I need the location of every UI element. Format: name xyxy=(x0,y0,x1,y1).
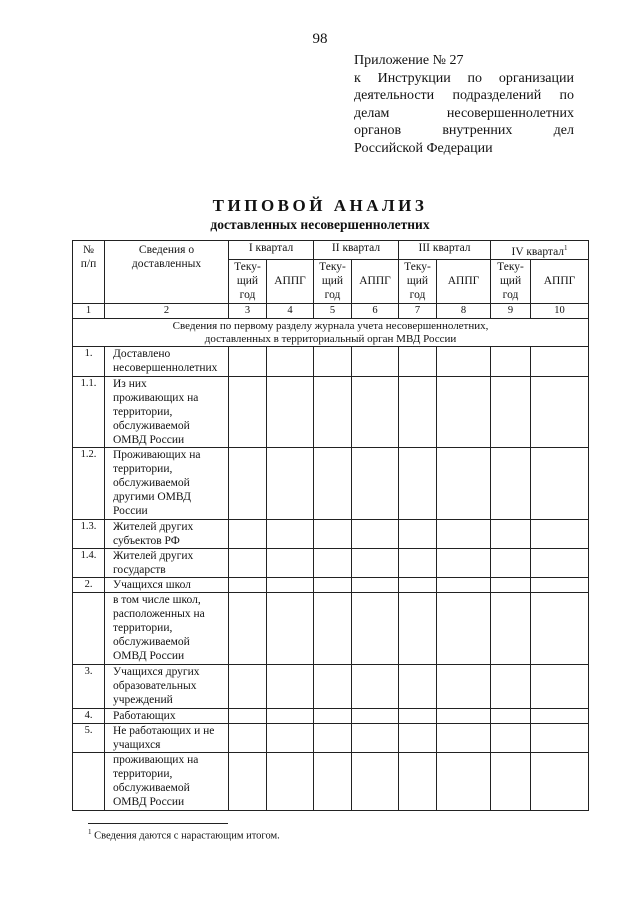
empty-data-cell xyxy=(352,447,399,519)
row-number xyxy=(73,592,105,664)
quarter-header-1: I квартал xyxy=(229,241,314,260)
empty-data-cell xyxy=(229,346,267,376)
row-number: 5. xyxy=(73,723,105,752)
row-number: 4. xyxy=(73,708,105,723)
table-row xyxy=(73,752,589,810)
row-number: 1.2. xyxy=(73,447,105,519)
empty-data-cell xyxy=(531,346,589,376)
empty-data-cell xyxy=(399,346,437,376)
empty-data-cell xyxy=(314,664,352,708)
column-number: 5 xyxy=(314,303,352,318)
empty-data-cell xyxy=(229,723,267,752)
analysis-table xyxy=(72,240,589,811)
empty-data-cell xyxy=(531,752,589,810)
header-row-quarters xyxy=(73,241,589,260)
table-row xyxy=(73,577,589,592)
empty-data-cell xyxy=(531,592,589,664)
empty-data-cell xyxy=(352,519,399,548)
column-number: 3 xyxy=(229,303,267,318)
row-label: Жителей других государств xyxy=(105,548,229,577)
column-number: 1 xyxy=(73,303,105,318)
row-label: Работающих xyxy=(105,708,229,723)
table-row xyxy=(73,664,589,708)
row-number: 2. xyxy=(73,577,105,592)
row-label: Учащихся других образовательных учреждений xyxy=(105,664,229,708)
empty-data-cell xyxy=(437,346,491,376)
section-row xyxy=(73,318,589,346)
empty-data-cell xyxy=(437,752,491,810)
appendix-line-3 xyxy=(354,87,574,105)
empty-data-cell xyxy=(267,519,314,548)
empty-data-cell xyxy=(267,346,314,376)
empty-data-cell xyxy=(314,519,352,548)
footnote xyxy=(88,828,280,842)
quarter-header-4-label: IV квартал xyxy=(511,245,565,258)
row-label: Из них проживающих на территории, обслуживаемой ОМВД России xyxy=(105,376,229,447)
empty-data-cell xyxy=(267,577,314,592)
empty-data-cell xyxy=(531,548,589,577)
appendix-word: органов xyxy=(354,123,402,138)
empty-data-cell xyxy=(352,548,399,577)
empty-data-cell xyxy=(314,592,352,664)
table-row xyxy=(73,346,589,376)
column-number: 6 xyxy=(352,303,399,318)
empty-data-cell xyxy=(531,577,589,592)
empty-data-cell xyxy=(531,519,589,548)
empty-data-cell xyxy=(491,519,531,548)
empty-data-cell xyxy=(399,376,437,447)
page-number: 98 xyxy=(312,31,328,47)
table-row xyxy=(73,376,589,447)
empty-data-cell xyxy=(437,548,491,577)
empty-data-cell xyxy=(229,519,267,548)
empty-data-cell xyxy=(267,548,314,577)
empty-data-cell xyxy=(491,376,531,447)
empty-data-cell xyxy=(352,752,399,810)
appendix-word: несовершеннолетних xyxy=(446,105,574,121)
empty-data-cell xyxy=(491,752,531,810)
empty-data-cell xyxy=(437,447,491,519)
empty-data-cell xyxy=(491,577,531,592)
empty-data-cell xyxy=(437,664,491,708)
empty-data-cell xyxy=(229,664,267,708)
row-number xyxy=(73,752,105,810)
appendix-line-1: Приложение № 27 xyxy=(354,53,464,68)
empty-data-cell xyxy=(491,346,531,376)
subcol-appg-q3: АППГ xyxy=(437,259,491,303)
col-header-num: № п/п xyxy=(73,241,105,304)
table-row xyxy=(73,592,589,664)
empty-data-cell xyxy=(314,346,352,376)
subcol-appg-q4: АППГ xyxy=(531,259,589,303)
empty-data-cell xyxy=(314,752,352,810)
empty-data-cell xyxy=(229,376,267,447)
empty-data-cell xyxy=(531,376,589,447)
footnote-marker: 1 xyxy=(88,828,92,836)
row-label: Проживающих на территории, обслуживаемой другими ОМВД России xyxy=(105,447,229,519)
empty-data-cell xyxy=(491,723,531,752)
footnote-text: Сведения даются с нарастающим итогом. xyxy=(94,830,280,842)
empty-data-cell xyxy=(267,447,314,519)
row-label: Учащихся школ xyxy=(105,577,229,592)
empty-data-cell xyxy=(229,752,267,810)
empty-data-cell xyxy=(491,592,531,664)
column-number: 2 xyxy=(105,303,229,318)
column-number: 4 xyxy=(267,303,314,318)
column-number: 7 xyxy=(399,303,437,318)
appendix-word: к xyxy=(354,70,361,86)
empty-data-cell xyxy=(229,447,267,519)
empty-data-cell xyxy=(314,548,352,577)
table-row xyxy=(73,723,589,752)
subcol-appg-q1: АППГ xyxy=(267,259,314,303)
empty-data-cell xyxy=(399,548,437,577)
appendix-word: по xyxy=(559,88,574,103)
empty-data-cell xyxy=(314,577,352,592)
appendix-line-5 xyxy=(354,122,574,140)
empty-data-cell xyxy=(531,447,589,519)
column-number: 10 xyxy=(531,303,589,318)
empty-data-cell xyxy=(229,708,267,723)
row-number: 1. xyxy=(73,346,105,376)
empty-data-cell xyxy=(267,592,314,664)
empty-data-cell xyxy=(352,708,399,723)
empty-data-cell xyxy=(399,664,437,708)
empty-data-cell xyxy=(352,346,399,376)
empty-data-cell xyxy=(491,447,531,519)
empty-data-cell xyxy=(352,592,399,664)
table-row xyxy=(73,548,589,577)
column-number: 8 xyxy=(437,303,491,318)
empty-data-cell xyxy=(491,548,531,577)
appendix-header xyxy=(354,52,574,157)
appendix-line-6: Российской Федерации xyxy=(354,140,493,156)
footnote-marker: 1 xyxy=(564,244,568,252)
empty-data-cell xyxy=(267,723,314,752)
section-title: Сведения по первому разделу журнала учета несовершеннолетних, доставленных в территориальный орган МВД России xyxy=(73,318,589,346)
column-number-row xyxy=(73,303,589,318)
empty-data-cell xyxy=(267,664,314,708)
empty-data-cell xyxy=(314,376,352,447)
empty-data-cell xyxy=(399,752,437,810)
empty-data-cell xyxy=(399,447,437,519)
empty-data-cell xyxy=(314,447,352,519)
appendix-word: внутренних xyxy=(442,123,513,138)
empty-data-cell xyxy=(314,723,352,752)
row-label: Не работающих и не учащихся xyxy=(105,723,229,752)
subcol-current-q4: Теку- щий год xyxy=(491,259,531,303)
subcol-appg-q2: АППГ xyxy=(352,259,399,303)
empty-data-cell xyxy=(491,708,531,723)
empty-data-cell xyxy=(437,708,491,723)
appendix-line-4 xyxy=(354,105,574,123)
appendix-word: организации xyxy=(498,70,574,86)
empty-data-cell xyxy=(352,376,399,447)
col-header-info: Сведения о доставленных xyxy=(105,241,229,304)
empty-data-cell xyxy=(437,519,491,548)
row-label: проживающих на территории, обслуживаемой ОМВД России xyxy=(105,752,229,810)
subcol-current-q3: Теку- щий год xyxy=(399,259,437,303)
empty-data-cell xyxy=(352,577,399,592)
empty-data-cell xyxy=(399,708,437,723)
empty-data-cell xyxy=(352,723,399,752)
empty-data-cell xyxy=(229,592,267,664)
quarter-header-2: II квартал xyxy=(314,241,399,260)
quarter-header-3: III квартал xyxy=(399,241,491,260)
appendix-word: Инструкции xyxy=(377,70,451,86)
appendix-line-2 xyxy=(354,70,574,88)
appendix-word: деятельности xyxy=(354,88,435,103)
empty-data-cell xyxy=(399,592,437,664)
footnote-divider xyxy=(88,823,228,824)
empty-data-cell xyxy=(399,519,437,548)
table-row xyxy=(73,708,589,723)
table-row xyxy=(73,519,589,548)
table-body xyxy=(73,241,589,811)
quarter-header-4 xyxy=(491,241,589,260)
table-row xyxy=(73,447,589,519)
empty-data-cell xyxy=(267,752,314,810)
empty-data-cell xyxy=(437,723,491,752)
column-number: 9 xyxy=(491,303,531,318)
empty-data-cell xyxy=(531,723,589,752)
empty-data-cell xyxy=(399,577,437,592)
appendix-word: по xyxy=(467,70,483,86)
row-number: 1.3. xyxy=(73,519,105,548)
row-number: 1.1. xyxy=(73,376,105,447)
document-title: ТИПОВОЙ АНАЛИЗ xyxy=(212,196,428,215)
empty-data-cell xyxy=(491,664,531,708)
row-number: 3. xyxy=(73,664,105,708)
row-number: 1.4. xyxy=(73,548,105,577)
empty-data-cell xyxy=(399,723,437,752)
document-subtitle: доставленных несовершеннолетних xyxy=(210,217,430,232)
empty-data-cell xyxy=(531,708,589,723)
appendix-word: дел xyxy=(553,123,574,138)
empty-data-cell xyxy=(437,592,491,664)
appendix-word: делам xyxy=(354,105,390,121)
empty-data-cell xyxy=(437,376,491,447)
subcol-current-q1: Теку- щий год xyxy=(229,259,267,303)
empty-data-cell xyxy=(267,376,314,447)
empty-data-cell xyxy=(531,664,589,708)
empty-data-cell xyxy=(314,708,352,723)
row-label: Доставлено несовершеннолетних xyxy=(105,346,229,376)
subcol-current-q2: Теку- щий год xyxy=(314,259,352,303)
empty-data-cell xyxy=(352,664,399,708)
empty-data-cell xyxy=(437,577,491,592)
empty-data-cell xyxy=(229,577,267,592)
row-label: Жителей других субъектов РФ xyxy=(105,519,229,548)
empty-data-cell xyxy=(229,548,267,577)
row-label: в том числе школ, расположенных на территории, обслуживаемой ОМВД России xyxy=(105,592,229,664)
empty-data-cell xyxy=(267,708,314,723)
appendix-word: подразделений xyxy=(452,88,542,103)
